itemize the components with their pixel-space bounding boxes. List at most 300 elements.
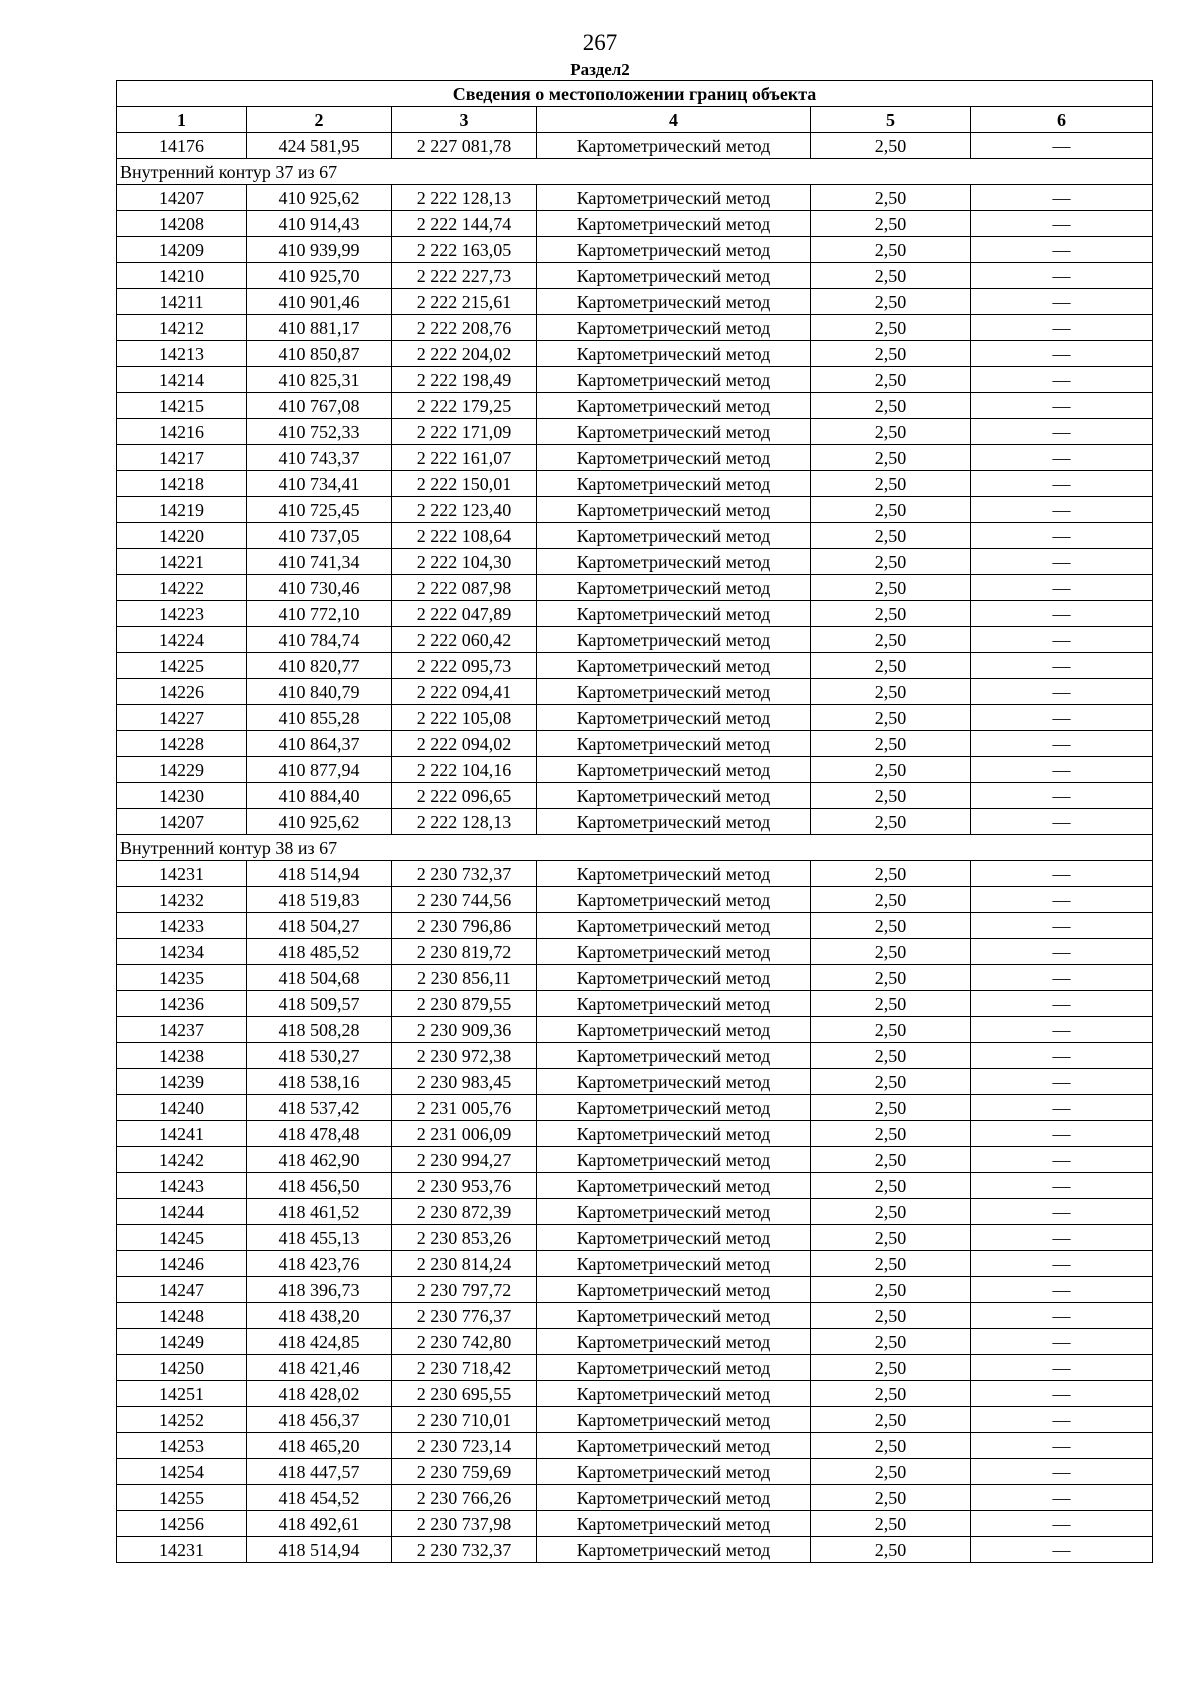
table-row (117, 913, 1153, 939)
cell-c2: 418 492,61 (247, 1511, 392, 1537)
cell-c6: — (971, 679, 1153, 705)
cell-c2: 410 877,94 (247, 757, 392, 783)
cell-c2: 418 537,42 (247, 1095, 392, 1121)
cell-c2: 410 855,28 (247, 705, 392, 731)
cell-c1: 14176 (117, 133, 247, 159)
cell-c4: Картометрический метод (537, 757, 811, 783)
cell-c4: Картометрический метод (537, 1277, 811, 1303)
table-row (117, 991, 1153, 1017)
cell-c2: 410 772,10 (247, 601, 392, 627)
cell-c4: Картометрический метод (537, 1017, 811, 1043)
cell-c1: 14210 (117, 263, 247, 289)
cell-c2: 410 925,70 (247, 263, 392, 289)
cell-c1: 14235 (117, 965, 247, 991)
cell-c4: Картометрический метод (537, 1147, 811, 1173)
cell-c4: Картометрический метод (537, 913, 811, 939)
cell-c3: 2 230 796,86 (392, 913, 537, 939)
table-row (117, 1303, 1153, 1329)
cell-c5: 2,50 (811, 1329, 971, 1355)
cell-c3: 2 230 814,24 (392, 1251, 537, 1277)
cell-c2: 418 455,13 (247, 1225, 392, 1251)
cell-c3: 2 222 087,98 (392, 575, 537, 601)
cell-c1: 14229 (117, 757, 247, 783)
cell-c6: — (971, 601, 1153, 627)
cell-c2: 410 743,37 (247, 445, 392, 471)
cell-c3: 2 230 695,55 (392, 1381, 537, 1407)
cell-c1: 14248 (117, 1303, 247, 1329)
cell-c2: 418 530,27 (247, 1043, 392, 1069)
cell-c1: 14239 (117, 1069, 247, 1095)
cell-c3: 2 230 737,98 (392, 1511, 537, 1537)
cell-c1: 14217 (117, 445, 247, 471)
cell-c6: — (971, 783, 1153, 809)
cell-c4: Картометрический метод (537, 1381, 811, 1407)
cell-c6: — (971, 263, 1153, 289)
cell-c5: 2,50 (811, 523, 971, 549)
page-number: 267 (582, 30, 618, 55)
cell-c4: Картометрический метод (537, 1095, 811, 1121)
cell-c4: Картометрический метод (537, 1121, 811, 1147)
contour-label: Внутренний контур 37 из 67 (117, 159, 1153, 185)
cell-c5: 2,50 (811, 1537, 971, 1563)
cell-c2: 418 514,94 (247, 1537, 392, 1563)
cell-c1: 14243 (117, 1173, 247, 1199)
cell-c3: 2 230 744,56 (392, 887, 537, 913)
cell-c2: 418 456,50 (247, 1173, 392, 1199)
cell-c3: 2 222 104,16 (392, 757, 537, 783)
cell-c6: — (971, 1303, 1153, 1329)
cell-c6: — (971, 1017, 1153, 1043)
column-header: 1 (117, 107, 247, 133)
cell-c6: — (971, 289, 1153, 315)
cell-c6: — (971, 731, 1153, 757)
cell-c4: Картометрический метод (537, 991, 811, 1017)
cell-c3: 2 222 060,42 (392, 627, 537, 653)
cell-c3: 2 230 879,55 (392, 991, 537, 1017)
table-row (117, 471, 1153, 497)
cell-c4: Картометрический метод (537, 315, 811, 341)
cell-c1: 14221 (117, 549, 247, 575)
cell-c3: 2 230 856,11 (392, 965, 537, 991)
cell-c5: 2,50 (811, 1017, 971, 1043)
cell-c6: — (971, 237, 1153, 263)
cell-c5: 2,50 (811, 1433, 971, 1459)
cell-c3: 2 230 853,26 (392, 1225, 537, 1251)
cell-c4: Картометрический метод (537, 809, 811, 835)
table-row (117, 653, 1153, 679)
table-row (117, 679, 1153, 705)
table-row (117, 1069, 1153, 1095)
cell-c6: — (971, 419, 1153, 445)
cell-c3: 2 230 759,69 (392, 1459, 537, 1485)
cell-c2: 418 424,85 (247, 1329, 392, 1355)
cell-c5: 2,50 (811, 887, 971, 913)
cell-c1: 14215 (117, 393, 247, 419)
cell-c5: 2,50 (811, 757, 971, 783)
cell-c1: 14246 (117, 1251, 247, 1277)
cell-c5: 2,50 (811, 393, 971, 419)
cell-c2: 410 925,62 (247, 809, 392, 835)
cell-c6: — (971, 1485, 1153, 1511)
column-header: 4 (537, 107, 811, 133)
cell-c5: 2,50 (811, 991, 971, 1017)
table-row (117, 1407, 1153, 1433)
cell-c5: 2,50 (811, 627, 971, 653)
table-row (117, 575, 1153, 601)
cell-c1: 14213 (117, 341, 247, 367)
cell-c4: Картометрический метод (537, 471, 811, 497)
cell-c5: 2,50 (811, 133, 971, 159)
cell-c3: 2 222 108,64 (392, 523, 537, 549)
cell-c5: 2,50 (811, 367, 971, 393)
cell-c3: 2 230 797,72 (392, 1277, 537, 1303)
table-row (117, 1251, 1153, 1277)
cell-c6: — (971, 1121, 1153, 1147)
cell-c4: Картометрический метод (537, 1485, 811, 1511)
cell-c1: 14240 (117, 1095, 247, 1121)
table-row (117, 1017, 1153, 1043)
cell-c2: 418 447,57 (247, 1459, 392, 1485)
cell-c1: 14223 (117, 601, 247, 627)
cell-c6: — (971, 1407, 1153, 1433)
cell-c1: 14232 (117, 887, 247, 913)
cell-c6: — (971, 1381, 1153, 1407)
cell-c5: 2,50 (811, 1485, 971, 1511)
cell-c4: Картометрический метод (537, 601, 811, 627)
cell-c2: 418 509,57 (247, 991, 392, 1017)
cell-c5: 2,50 (811, 1251, 971, 1277)
cell-c3: 2 230 742,80 (392, 1329, 537, 1355)
cell-c3: 2 222 161,07 (392, 445, 537, 471)
cell-c1: 14256 (117, 1511, 247, 1537)
cell-c6: — (971, 861, 1153, 887)
cell-c5: 2,50 (811, 471, 971, 497)
column-header-row (117, 107, 1153, 133)
cell-c4: Картометрический метод (537, 575, 811, 601)
cell-c2: 418 462,90 (247, 1147, 392, 1173)
cell-c1: 14244 (117, 1199, 247, 1225)
table-row (117, 393, 1153, 419)
cell-c6: — (971, 1511, 1153, 1537)
cell-c3: 2 230 909,36 (392, 1017, 537, 1043)
cell-c2: 410 730,46 (247, 575, 392, 601)
cell-c4: Картометрический метод (537, 887, 811, 913)
cell-c1: 14237 (117, 1017, 247, 1043)
cell-c5: 2,50 (811, 341, 971, 367)
cell-c5: 2,50 (811, 965, 971, 991)
cell-c1: 14247 (117, 1277, 247, 1303)
cell-c4: Картометрический метод (537, 1069, 811, 1095)
table-row (117, 289, 1153, 315)
cell-c1: 14254 (117, 1459, 247, 1485)
cell-c5: 2,50 (811, 315, 971, 341)
table-row (117, 211, 1153, 237)
cell-c1: 14208 (117, 211, 247, 237)
table-row (117, 1095, 1153, 1121)
table-row (117, 315, 1153, 341)
cell-c2: 410 820,77 (247, 653, 392, 679)
cell-c1: 14211 (117, 289, 247, 315)
table-row (117, 1173, 1153, 1199)
cell-c3: 2 230 872,39 (392, 1199, 537, 1225)
table-row (117, 185, 1153, 211)
table-row (117, 1225, 1153, 1251)
cell-c1: 14238 (117, 1043, 247, 1069)
cell-c4: Картометрический метод (537, 1355, 811, 1381)
cell-c1: 14227 (117, 705, 247, 731)
cell-c1: 14252 (117, 1407, 247, 1433)
cell-c3: 2 222 095,73 (392, 653, 537, 679)
cell-c3: 2 222 128,13 (392, 185, 537, 211)
cell-c3: 2 230 723,14 (392, 1433, 537, 1459)
cell-c1: 14225 (117, 653, 247, 679)
cell-c4: Картометрический метод (537, 445, 811, 471)
cell-c1: 14236 (117, 991, 247, 1017)
cell-c2: 410 767,08 (247, 393, 392, 419)
cell-c5: 2,50 (811, 1173, 971, 1199)
table-row (117, 757, 1153, 783)
cell-c4: Картометрический метод (537, 965, 811, 991)
cell-c6: — (971, 185, 1153, 211)
table-row (117, 1355, 1153, 1381)
table-row (117, 939, 1153, 965)
cell-c4: Картометрический метод (537, 1225, 811, 1251)
table-row (117, 1537, 1153, 1563)
cell-c2: 410 901,46 (247, 289, 392, 315)
cell-c1: 14245 (117, 1225, 247, 1251)
cell-c1: 14230 (117, 783, 247, 809)
cell-c2: 418 438,20 (247, 1303, 392, 1329)
cell-c6: — (971, 1277, 1153, 1303)
table-row (117, 1433, 1153, 1459)
table-row (117, 1043, 1153, 1069)
cell-c4: Картометрический метод (537, 861, 811, 887)
cell-c2: 418 428,02 (247, 1381, 392, 1407)
cell-c5: 2,50 (811, 575, 971, 601)
cell-c6: — (971, 939, 1153, 965)
table-body (117, 133, 1153, 1563)
table-row (117, 367, 1153, 393)
cell-c4: Картометрический метод (537, 627, 811, 653)
cell-c6: — (971, 341, 1153, 367)
cell-c4: Картометрический метод (537, 419, 811, 445)
cell-c2: 410 734,41 (247, 471, 392, 497)
cell-c1: 14231 (117, 1537, 247, 1563)
cell-c1: 14233 (117, 913, 247, 939)
cell-c5: 2,50 (811, 1043, 971, 1069)
cell-c1: 14228 (117, 731, 247, 757)
cell-c5: 2,50 (811, 211, 971, 237)
cell-c6: — (971, 549, 1153, 575)
cell-c6: — (971, 913, 1153, 939)
cell-c6: — (971, 887, 1153, 913)
cell-c2: 410 784,74 (247, 627, 392, 653)
cell-c1: 14234 (117, 939, 247, 965)
cell-c1: 14242 (117, 1147, 247, 1173)
cell-c3: 2 230 972,38 (392, 1043, 537, 1069)
table-row (117, 419, 1153, 445)
table-row (117, 809, 1153, 835)
cell-c3: 2 222 105,08 (392, 705, 537, 731)
cell-c4: Картометрический метод (537, 679, 811, 705)
cell-c1: 14207 (117, 185, 247, 211)
cell-c6: — (971, 445, 1153, 471)
cell-c1: 14216 (117, 419, 247, 445)
cell-c3: 2 222 171,09 (392, 419, 537, 445)
cell-c3: 2 230 732,37 (392, 861, 537, 887)
cell-c2: 418 508,28 (247, 1017, 392, 1043)
cell-c5: 2,50 (811, 913, 971, 939)
cell-c3: 2 230 994,27 (392, 1147, 537, 1173)
table-row (117, 1277, 1153, 1303)
cell-c5: 2,50 (811, 419, 971, 445)
table-row (117, 445, 1153, 471)
contour-row (117, 835, 1153, 861)
cell-c6: — (971, 575, 1153, 601)
cell-c2: 410 752,33 (247, 419, 392, 445)
table-row (117, 263, 1153, 289)
cell-c2: 418 456,37 (247, 1407, 392, 1433)
cell-c3: 2 230 718,42 (392, 1355, 537, 1381)
cell-c5: 2,50 (811, 939, 971, 965)
cell-c1: 14214 (117, 367, 247, 393)
table-row (117, 237, 1153, 263)
cell-c5: 2,50 (811, 601, 971, 627)
cell-c6: — (971, 1147, 1153, 1173)
cell-c4: Картометрический метод (537, 783, 811, 809)
cell-c3: 2 227 081,78 (392, 133, 537, 159)
cell-c3: 2 222 198,49 (392, 367, 537, 393)
cell-c6: — (971, 315, 1153, 341)
cell-c3: 2 230 766,26 (392, 1485, 537, 1511)
contour-label: Внутренний контур 38 из 67 (117, 835, 1153, 861)
cell-c3: 2 222 128,13 (392, 809, 537, 835)
cell-c5: 2,50 (811, 1407, 971, 1433)
cell-c4: Картометрический метод (537, 341, 811, 367)
cell-c2: 410 840,79 (247, 679, 392, 705)
cell-c3: 2 222 163,05 (392, 237, 537, 263)
cell-c6: — (971, 1095, 1153, 1121)
cell-c4: Картометрический метод (537, 549, 811, 575)
cell-c2: 410 881,17 (247, 315, 392, 341)
cell-c6: — (971, 757, 1153, 783)
cell-c5: 2,50 (811, 653, 971, 679)
cell-c2: 410 939,99 (247, 237, 392, 263)
cell-c5: 2,50 (811, 263, 971, 289)
contour-row (117, 159, 1153, 185)
cell-c2: 418 454,52 (247, 1485, 392, 1511)
cell-c4: Картометрический метод (537, 263, 811, 289)
cell-c5: 2,50 (811, 445, 971, 471)
table-row (117, 549, 1153, 575)
cell-c6: — (971, 523, 1153, 549)
cell-c1: 14222 (117, 575, 247, 601)
cell-c5: 2,50 (811, 1069, 971, 1095)
cell-c5: 2,50 (811, 1355, 971, 1381)
cell-c3: 2 222 094,41 (392, 679, 537, 705)
cell-c5: 2,50 (811, 1199, 971, 1225)
cell-c4: Картометрический метод (537, 211, 811, 237)
cell-c4: Картометрический метод (537, 1251, 811, 1277)
cell-c6: — (971, 1173, 1153, 1199)
cell-c4: Картометрический метод (537, 1459, 811, 1485)
cell-c5: 2,50 (811, 731, 971, 757)
cell-c5: 2,50 (811, 1121, 971, 1147)
cell-c1: 14219 (117, 497, 247, 523)
cell-c5: 2,50 (811, 1277, 971, 1303)
cell-c4: Картометрический метод (537, 1407, 811, 1433)
cell-c5: 2,50 (811, 549, 971, 575)
cell-c1: 14207 (117, 809, 247, 835)
table-title: Сведения о местоположении границ объекта (117, 81, 1153, 107)
cell-c1: 14249 (117, 1329, 247, 1355)
cell-c2: 418 465,20 (247, 1433, 392, 1459)
table-row (117, 1485, 1153, 1511)
cell-c2: 418 504,68 (247, 965, 392, 991)
cell-c6: — (971, 1537, 1153, 1563)
table-row (117, 731, 1153, 757)
cell-c6: — (971, 653, 1153, 679)
cell-c6: — (971, 471, 1153, 497)
cell-c5: 2,50 (811, 1095, 971, 1121)
cell-c4: Картометрический метод (537, 1329, 811, 1355)
table-row (117, 341, 1153, 367)
cell-c2: 418 478,48 (247, 1121, 392, 1147)
cell-c3: 2 222 094,02 (392, 731, 537, 757)
cell-c5: 2,50 (811, 497, 971, 523)
table-row (117, 1199, 1153, 1225)
table-row (117, 1511, 1153, 1537)
cell-c4: Картометрический метод (537, 731, 811, 757)
cell-c6: — (971, 627, 1153, 653)
cell-c6: — (971, 1329, 1153, 1355)
cell-c6: — (971, 497, 1153, 523)
cell-c2: 410 925,62 (247, 185, 392, 211)
cell-c3: 2 230 983,45 (392, 1069, 537, 1095)
cell-c4: Картометрический метод (537, 1537, 811, 1563)
cell-c1: 14209 (117, 237, 247, 263)
cell-c4: Картометрический метод (537, 237, 811, 263)
cell-c5: 2,50 (811, 1459, 971, 1485)
cell-c3: 2 230 819,72 (392, 939, 537, 965)
cell-c1: 14241 (117, 1121, 247, 1147)
cell-c6: — (971, 1225, 1153, 1251)
cell-c6: — (971, 133, 1153, 159)
cell-c5: 2,50 (811, 861, 971, 887)
cell-c4: Картометрический метод (537, 705, 811, 731)
cell-c1: 14220 (117, 523, 247, 549)
table-row (117, 1381, 1153, 1407)
cell-c3: 2 222 047,89 (392, 601, 537, 627)
cell-c6: — (971, 367, 1153, 393)
cell-c5: 2,50 (811, 809, 971, 835)
column-header: 3 (392, 107, 537, 133)
cell-c1: 14231 (117, 861, 247, 887)
cell-c5: 2,50 (811, 1147, 971, 1173)
cell-c3: 2 222 204,02 (392, 341, 537, 367)
cell-c5: 2,50 (811, 237, 971, 263)
cell-c4: Картометрический метод (537, 289, 811, 315)
cell-c4: Картометрический метод (537, 1043, 811, 1069)
cell-c6: — (971, 211, 1153, 237)
cell-c2: 418 396,73 (247, 1277, 392, 1303)
cell-c5: 2,50 (811, 783, 971, 809)
section-title: Раздел2 (570, 60, 630, 79)
table-row (117, 601, 1153, 627)
cell-c6: — (971, 1459, 1153, 1485)
cell-c2: 410 725,45 (247, 497, 392, 523)
cell-c6: — (971, 1433, 1153, 1459)
